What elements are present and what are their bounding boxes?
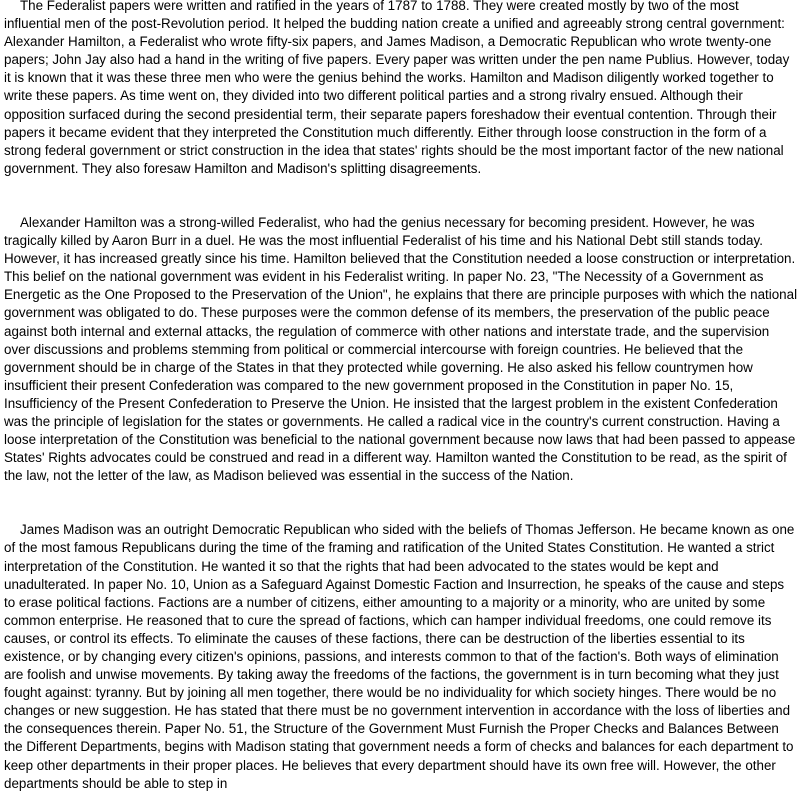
paragraph-spacer	[4, 485, 798, 521]
paragraph-federalist-intro: The Federalist papers were written and ratified in the years of 1787 to 1788. They were created mostly by two of the most influential men of the post-Revolution period. It helped the budding nation create a unified and agreeably strong central government: Alexander Hamilton, a Federalist who wrote fifty-six papers, and James Madison, a Democratic Republican who wrote twenty-one papers; John Jay also had a hand in the writing of five papers. Every paper was written under the pen name Publius. However, today it is known that it was these three men who were the genius behind the works. Hamilton and Madison diligently worked together to write these papers. As time went on, they divided into two different political parties and a strong rivalry ensued. Although their opposition surfaced during the second presidential term, their separate papers foreshadow their eventual contention. Through their papers it became evident that they interpreted the Constitution much differently. Either through loose construction in the form of a strong federal government or strict construction in the idea that states' rights should be the most important factor of the new national government. They also foresaw Hamilton and Madison's splitting disagreements.	[4, 0, 790, 176]
paragraph-hamilton: Alexander Hamilton was a strong-willed Federalist, who had the genius necessary for becoming president. However, he was tragically killed by Aaron Burr in a duel. He was the most influential Federalist of his time and his National Debt still stands today. However, it has increased greatly since his time. Hamilton believed that the Constitution needed a loose construction or interpretation. This belief on the national government was evident in his Federalist writing. In paper No. 23, "The Necessity of a Government as Energetic as the One Proposed to the Preservation of the Union", he explains that there are principle purposes with which the national government was obligated to do. These purposes were the common defense of its members, the preservation of the public peace against both internal and external attacks, the regulation of commerce with other nations and interstate trade, and the supervision over discussions and problems stemming from political or commercial intercourse with foreign countries. He believed that the government should be in charge of the States in that they protected while governing. He also asked his fellow countrymen how insufficient their present Confederation was compared to the new government proposed in the Constitution in paper No. 15, Insufficiency of the Present Confederation to Preserve the Union. He insisted that the largest problem in the existent Confederation was the principle of legislation for the states or governments. He called a radical vice in the country's current construction. Having a loose interpretation of the Constitution was beneficial to the national government because now laws that had been passed to appease States' Rights advocates could be construed and read in a different way. Hamilton wanted the Constitution to be read, as the spirit of the law, not the letter of the law, as Madison believed was essential in the success of the Nation.	[4, 214, 798, 484]
paragraph-madison: James Madison was an outright Democratic Republican who sided with the beliefs of Thomas Jefferson. He became known as one of the most famous Republicans during the time of the framing and ratification of the United States Constitution. He wanted a strict interpretation of the Constitution. He wanted it so that the rights that had been advocated to the states would be kept and unadulterated. In paper No. 10, Union as a Safeguard Against Domestic Faction and Insurrection, he speaks of the cause and steps to erase political factions. Factions are a number of citizens, either amounting to a majority or a minority, who are united by some common enterprise. He reasoned that to cure the spread of factions, which can hamper individual freedoms, one could remove its causes, or control its effects. To eliminate the causes of these factions, there can be destruction of the liberties essential to its existence, or by changing every citizen's opinions, passions, and interests common to that of the faction's. Both ways of elimination are foolish and unwise movements. By taking away the freedoms of the factions, the government is in turn becoming what they just fought against: tyranny. But by joining all men together, there would be no individuality for which society hinges. There would be no changes or new suggestion. He has stated that there must be no government intervention in accordance with the loss of liberties and the consequences therein. Paper No. 51, the Structure of the Government Must Furnish the Proper Checks and Balances Between the Different Departments, begins with Madison stating that government needs a form of checks and balances for each department to keep other departments in their proper places. He believes that every department should have its own free will. However, the other departments should be able to step in	[4, 522, 795, 791]
paragraph-spacer	[4, 178, 798, 214]
document-body	[4, 0, 798, 793]
